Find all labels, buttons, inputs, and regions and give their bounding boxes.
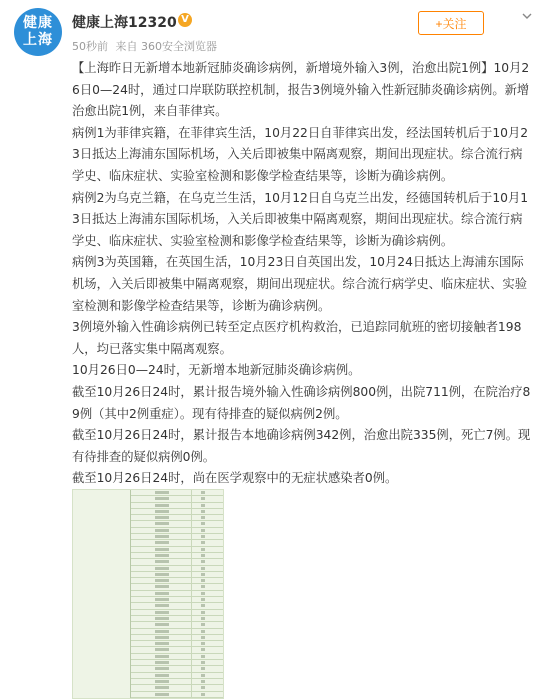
table-image-cell — [201, 585, 205, 588]
table-image-cell — [201, 573, 205, 576]
table-image-divider — [191, 566, 192, 571]
table-image-divider — [191, 496, 192, 501]
post-paragraph: 3例境外输入性确诊病例已转至定点医疗机构救治，已追踪同航班的密切接触者198人，均已落实集中隔离观察。 — [72, 320, 522, 356]
table-image-cell — [201, 567, 205, 570]
table-image-cell — [201, 611, 205, 614]
table-image-cell — [155, 529, 169, 532]
table-image-divider — [191, 559, 192, 564]
table-image-cell — [155, 611, 169, 614]
table-image-cell — [201, 516, 205, 519]
table-image-cell — [155, 623, 169, 626]
table-image-divider — [191, 660, 192, 665]
table-image-cell — [201, 522, 205, 525]
post-paragraph: 10月26日0—24时，无新增本地新冠肺炎确诊病例。 — [72, 363, 361, 378]
table-image-divider — [191, 534, 192, 539]
table-image-cell — [201, 529, 205, 532]
table-image-cell — [201, 686, 205, 689]
table-image-divider — [191, 641, 192, 646]
table-image-row — [131, 692, 224, 698]
table-image-cell — [201, 667, 205, 670]
table-image-divider — [191, 610, 192, 615]
table-image-cell — [201, 693, 205, 696]
table-image-cell — [155, 667, 169, 670]
table-image-cell — [155, 548, 169, 551]
table-image-divider — [191, 635, 192, 640]
table-image-cell — [201, 636, 205, 639]
table-image-cell — [155, 522, 169, 525]
username-link[interactable]: 健康上海12320 — [72, 15, 177, 31]
table-image-cell — [201, 504, 205, 507]
table-image-divider — [191, 515, 192, 520]
table-image-cell — [155, 516, 169, 519]
table-image-cell — [201, 592, 205, 595]
table-image-cell — [201, 579, 205, 582]
table-image-cell — [155, 585, 169, 588]
table-image-cell — [155, 567, 169, 570]
post-time[interactable]: 50秒前 — [72, 40, 108, 53]
post-paragraph: 截至10月26日24时，累计报告本地确诊病例342例，治愈出院335例，死亡7例。现有待排查的疑似病例0例。 — [72, 428, 531, 464]
table-image-divider — [191, 692, 192, 697]
attached-table-image[interactable] — [72, 489, 224, 699]
table-image-cell — [155, 535, 169, 538]
post-content — [72, 58, 534, 490]
table-image-cell — [155, 674, 169, 677]
table-image-cell — [155, 504, 169, 507]
table-image-divider — [191, 603, 192, 608]
verified-badge-icon: V — [178, 13, 192, 27]
table-image-divider — [191, 509, 192, 514]
table-image-cell — [201, 648, 205, 651]
avatar-text-line2: 上海 — [23, 32, 53, 48]
table-image-cell — [155, 680, 169, 683]
table-image-cell — [155, 686, 169, 689]
table-image-left-column — [73, 490, 131, 698]
post-paragraph: 病例3为英国籍，在英国生活，10月23日自英国出发，10月24日抵达上海浦东国际机场，入关后即被集中隔离观察，期间出现症状。综合流行病学史、临床症状、实验室检测和影像学检查结果等，诊断为确诊病例。 — [72, 255, 527, 313]
table-image-cell — [155, 497, 169, 500]
table-image-divider — [191, 622, 192, 627]
post-meta — [72, 38, 221, 54]
table-image-cell — [201, 617, 205, 620]
table-image-cell — [155, 693, 169, 696]
post-header — [0, 0, 550, 60]
table-image-cell — [155, 491, 169, 494]
table-image-cell — [155, 636, 169, 639]
table-image-cell — [155, 598, 169, 601]
table-image-cell — [201, 491, 205, 494]
table-image-divider — [191, 679, 192, 684]
table-image-cell — [201, 674, 205, 677]
table-image-cell — [201, 642, 205, 645]
post-paragraph: 截至10月26日24时，累计报告境外输入性确诊病例800例，出院711例，在院治疗89例（其中2例重症）。现有待排查的疑似病例2例。 — [72, 384, 531, 421]
table-image-divider — [191, 673, 192, 678]
table-image-rows — [131, 490, 224, 698]
table-image-cell — [155, 642, 169, 645]
post-paragraph: 病例1为菲律宾籍，在菲律宾生活，10月22日自菲律宾出发，经法国转机后于10月23日抵达上海浦东国际机场，入关后即被集中隔离观察，期间出现症状。综合流行病学史、临床症状、实验室检测和影像学检查结果等，诊断为确诊病例。 — [72, 125, 529, 183]
table-image-cell — [201, 623, 205, 626]
table-image-cell — [155, 541, 169, 544]
table-image-divider — [191, 503, 192, 508]
table-image-cell — [201, 630, 205, 633]
table-image-divider — [191, 584, 192, 589]
table-image-divider — [191, 666, 192, 671]
avatar-text-line1: 健康 — [23, 15, 53, 31]
table-image-divider — [191, 616, 192, 621]
table-image-divider — [191, 629, 192, 634]
table-image-cell — [155, 579, 169, 582]
table-image-cell — [155, 655, 169, 658]
table-image-cell — [155, 648, 169, 651]
table-image-divider — [191, 597, 192, 602]
table-image-divider — [191, 685, 192, 690]
table-image-cell — [201, 541, 205, 544]
table-image-divider — [191, 521, 192, 526]
table-image-divider — [191, 547, 192, 552]
table-image-cell — [201, 598, 205, 601]
table-image-divider — [191, 647, 192, 652]
table-image-cell — [155, 617, 169, 620]
avatar[interactable] — [14, 8, 62, 56]
table-image-cell — [155, 510, 169, 513]
table-image-cell — [201, 548, 205, 551]
chevron-down-icon[interactable] — [520, 10, 534, 24]
table-image-cell — [155, 661, 169, 664]
table-image-cell — [155, 573, 169, 576]
table-image-divider — [191, 654, 192, 659]
post-paragraph: 截至10月26日24时，尚在医学观察中的无症状感染者0例。 — [72, 471, 398, 486]
table-image-divider — [191, 540, 192, 545]
post-paragraph: 【上海昨日无新增本地新冠肺炎确诊病例，新增境外输入3例，治愈出院1例】10月26日0—24时，通过口岸联防联控机制，报告3例境外输入性新冠肺炎确诊病例。新增治愈出院1例，来自菲律宾。 — [72, 61, 530, 119]
table-image-cell — [201, 604, 205, 607]
table-image-cell — [201, 535, 205, 538]
table-image-divider — [191, 553, 192, 558]
table-image-cell — [155, 592, 169, 595]
table-image-cell — [201, 497, 205, 500]
table-image-divider — [191, 591, 192, 596]
table-image-cell — [201, 680, 205, 683]
table-image-cell — [155, 560, 169, 563]
table-image-cell — [201, 554, 205, 557]
post-paragraph: 病例2为乌克兰籍，在乌克兰生活，10月12日自乌克兰出发，经德国转机后于10月13日抵达上海浦东国际机场，入关后即被集中隔离观察，期间出现症状。综合流行病学史、临床症状、实验室检测和影像学检查结果等，诊断为确诊病例。 — [72, 190, 529, 248]
table-image-cell — [201, 510, 205, 513]
table-image-cell — [201, 655, 205, 658]
table-image-cell — [155, 554, 169, 557]
table-image-cell — [201, 560, 205, 563]
table-image-cell — [201, 661, 205, 664]
table-image-divider — [191, 578, 192, 583]
table-image-cell — [155, 604, 169, 607]
follow-button[interactable]: +关注 — [418, 11, 484, 35]
table-image-cell — [155, 630, 169, 633]
post-source[interactable]: 来自 360安全浏览器 — [115, 40, 217, 53]
table-image-divider — [191, 572, 192, 577]
table-image-divider — [191, 528, 192, 533]
table-image-divider — [191, 490, 192, 495]
